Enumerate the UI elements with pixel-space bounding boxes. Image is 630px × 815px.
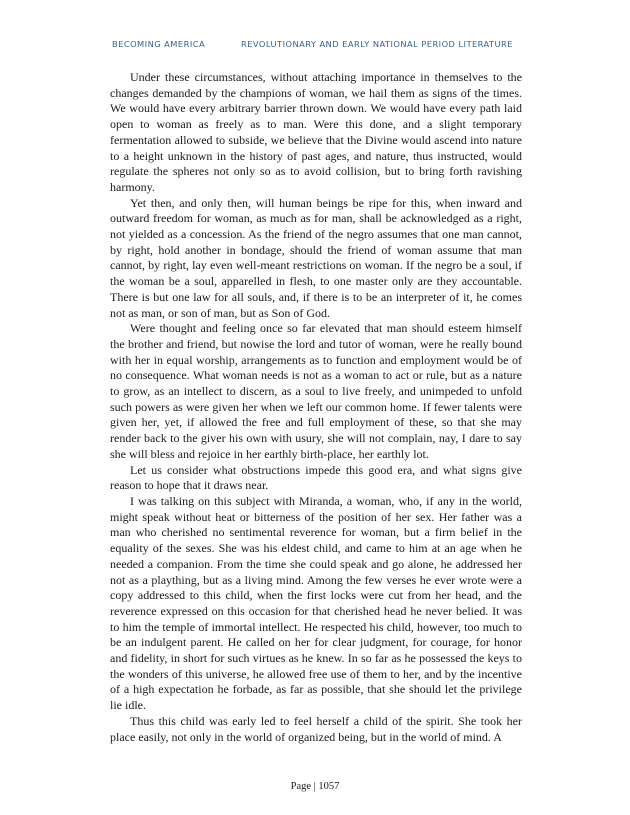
paragraph: I was talking on this subject with Miranda, a woman, who, if any in the world, might speak without heat or bitterness of the position of her sex. Her father was a man who cherished no sentimental reverence for woman, but a firm belief in the equality of the sexes. She was his eldest child, and came to him at an age when he needed a companion. From the time she could speak and go alone, he addressed her not as a plaything, but as a living mind. Among the few verses he ever wrote were a copy addressed to this child, when the first locks were cut from her head, and the reverence expressed on this occasion for that cherished head he never belied. It was to him the temple of immortal intellect. He respected his child, however, too much to be an indulgent parent. He called on her for clear judgment, for courage, for honor and fidelity, in short for such virtues as he knew. In so far as he possessed the keys to the wonders of this universe, he allowed free use of them to her, and by the incentive of a high expectation he forbade, as far as possible, that she should let the privilege lie idle. — [110, 493, 522, 713]
header-section-title: REVOLUTIONARY AND EARLY NATIONAL PERIOD LITERATURE — [241, 39, 513, 49]
body-text — [110, 70, 522, 745]
paragraph: Let us consider what obstructions impede this good era, and what signs give reason to hope that it draws near. — [110, 462, 522, 493]
page-number: Page | 1057 — [290, 781, 340, 792]
header-book-title: BECOMING AMERICA — [112, 39, 206, 49]
paragraph: Yet then, and only then, will human beings be ripe for this, when inward and outward freedom for woman, as much as for man, shall be acknowledged as a right, not yielded as a concession. As the friend of the negro assumes that one man cannot, by right, hold another in bondage, should the friend of woman assume that man cannot, by right, lay even well-meant restrictions on woman. If the negro be a soul, if the woman be a soul, apparelled in flesh, to one master only are they accountable. There is but one law for all souls, and, if there is to be an interpreter of it, he comes not as man, or son of man, but as Son of God. — [110, 195, 522, 320]
paragraph: Under these circumstances, without attaching importance in themselves to the changes demanded by the champions of woman, we hail them as signs of the times. We would have every arbitrary barrier thrown down. We would have every path laid open to woman as freely as to man. Were this done, and a slight temporary fermentation allowed to subside, we believe that the Divine would ascend into nature to a height unknown in the history of past ages, and nature, thus instructed, would regulate the spheres not only so as to avoid collision, but to bring forth ravishing harmony. — [110, 70, 522, 194]
paragraph: Thus this child was early led to feel herself a child of the spirit. She took her place easily, not only in the world of organized being, but in the world of mind. A — [110, 713, 522, 744]
paragraph: Were thought and feeling once so far elevated that man should esteem himself the brother and friend, but nowise the lord and tutor of woman, were he really bound with her in equal worship, arrangements as to function and employment would be of no consequence. What woman needs is not as a woman to act or rule, but as a nature to grow, as an intellect to discern, as a soul to live freely, and unimpeded to unfold such powers as were given her when we left our common home. If fewer talents were given her, yet, if allowed the free and full employment of these, so that she may render back to the giver his own with usury, she will not complain, nay, I dare to say she will bless and rejoice in her earthly birth-place, her earthly lot. — [110, 321, 522, 461]
